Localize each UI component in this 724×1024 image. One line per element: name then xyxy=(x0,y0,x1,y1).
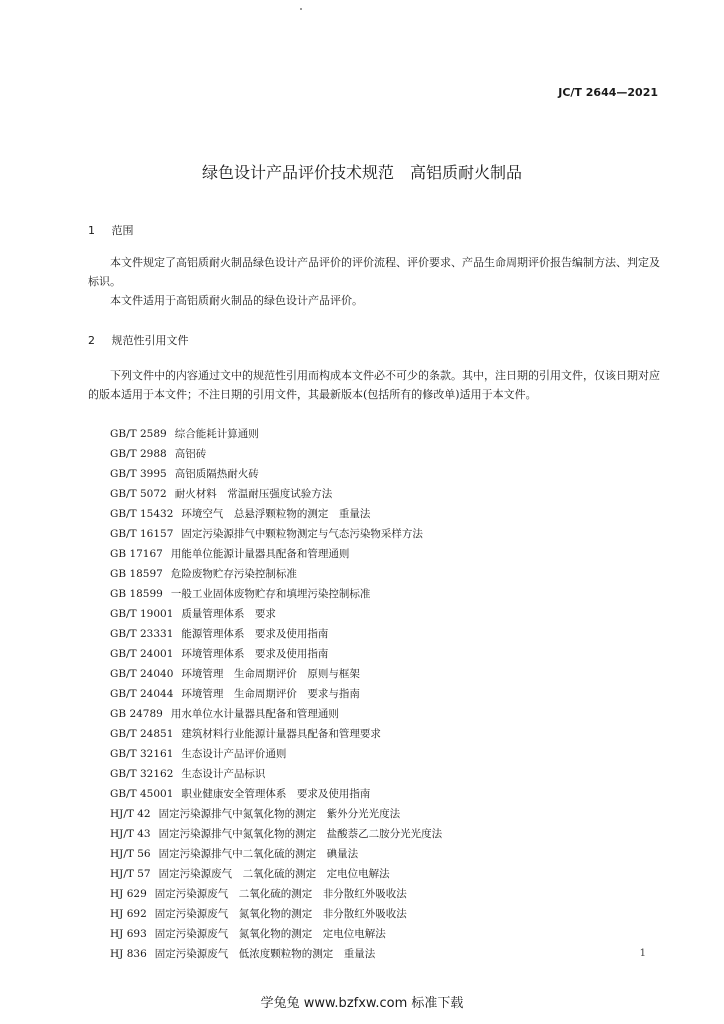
document-title: 绿色设计产品评价技术规范 高铝质耐火制品 xyxy=(201,163,522,182)
standard-code: JC/T 2644—2021 xyxy=(558,86,658,99)
reference-code: GB/T 2988 xyxy=(110,448,167,460)
reference-item xyxy=(110,844,442,864)
reference-code: HJ 836 xyxy=(110,948,147,960)
reference-title: 固定污染源废气 低浓度颗粒物的测定 重量法 xyxy=(154,948,376,960)
reference-code: HJ 692 xyxy=(110,908,147,920)
reference-title: 环境空气 总悬浮颗粒物的测定 重量法 xyxy=(181,508,371,520)
reference-code: HJ 629 xyxy=(110,888,147,900)
reference-title: 环境管理 生命周期评价 原则与框架 xyxy=(181,668,360,680)
paragraph: 本文件适用于高铝质耐火制品的绿色设计产品评价。 xyxy=(110,294,363,307)
reference-title: 用水单位水计量器具配备和管理通则 xyxy=(170,708,339,720)
reference-title: 职业健康安全管理体系 要求及使用指南 xyxy=(181,788,371,800)
reference-title: 综合能耗计算通则 xyxy=(174,428,259,440)
reference-item xyxy=(110,524,442,544)
page-number: 1 xyxy=(639,948,646,959)
reference-item xyxy=(110,544,442,564)
section-heading-scope xyxy=(88,222,134,238)
reference-title: 一般工业固体废物贮存和填埋污染控制标准 xyxy=(170,588,371,600)
reference-code: GB/T 24851 xyxy=(110,728,174,740)
reference-item xyxy=(110,704,442,724)
reference-code: GB/T 5072 xyxy=(110,488,167,500)
reference-title: 固定污染源排气中颗粒物测定与气态污染物采样方法 xyxy=(181,528,423,540)
reference-item xyxy=(110,764,442,784)
reference-item xyxy=(110,604,442,624)
reference-item xyxy=(110,644,442,664)
reference-title: 环境管理体系 要求及使用指南 xyxy=(181,648,329,660)
reference-item xyxy=(110,884,442,904)
reference-item xyxy=(110,944,442,964)
reference-title: 生态设计产品标识 xyxy=(181,768,266,780)
reference-title: 生态设计产品评价通则 xyxy=(181,748,287,760)
paragraph: 下列文件中的内容通过文中的规范性引用而构成本文件必不可少的条款。其中，注日期的引用文件，仅该日期对应的版本适用于本文件；不注日期的引用文件，其最新版本(包括所有的修改单)适用于本文件。 xyxy=(88,369,660,401)
reference-title: 固定污染源废气 氮氧化物的测定 定电位电解法 xyxy=(154,928,386,940)
reference-item xyxy=(110,624,442,644)
reference-code: GB/T 24001 xyxy=(110,648,174,660)
reference-code: GB/T 2589 xyxy=(110,428,167,440)
reference-code: GB/T 45001 xyxy=(110,788,174,800)
reference-title: 高铝质隔热耐火砖 xyxy=(174,468,259,480)
reference-code: GB/T 3995 xyxy=(110,468,167,480)
reference-code: HJ/T 57 xyxy=(110,868,151,880)
scan-dot xyxy=(300,8,302,10)
section-title: 范围 xyxy=(111,224,134,237)
reference-title: 能源管理体系 要求及使用指南 xyxy=(181,628,329,640)
section-title: 规范性引用文件 xyxy=(111,334,189,347)
reference-code: GB/T 23331 xyxy=(110,628,174,640)
reference-title: 固定污染源排气中氮氧化物的测定 紫外分光光度法 xyxy=(158,808,401,820)
reference-code: GB/T 19001 xyxy=(110,608,174,620)
reference-code: HJ/T 42 xyxy=(110,808,151,820)
reference-title: 危险废物贮存污染控制标准 xyxy=(170,568,297,580)
reference-item xyxy=(110,444,442,464)
section-number: 2 xyxy=(88,334,95,347)
reference-code: GB/T 24044 xyxy=(110,688,174,700)
reference-list xyxy=(110,424,442,964)
reference-code: GB 18599 xyxy=(110,588,163,600)
reference-item xyxy=(110,744,442,764)
reference-item xyxy=(110,584,442,604)
reference-item xyxy=(110,464,442,484)
reference-item xyxy=(110,864,442,884)
reference-title: 固定污染源排气中氮氧化物的测定 盐酸萘乙二胺分光光度法 xyxy=(158,828,443,840)
section-number: 1 xyxy=(88,224,95,237)
reference-item xyxy=(110,904,442,924)
section-heading-normative-references xyxy=(88,332,189,348)
reference-item xyxy=(110,484,442,504)
reference-code: GB 24789 xyxy=(110,708,163,720)
reference-item xyxy=(110,664,442,684)
reference-title: 质量管理体系 要求 xyxy=(181,608,276,620)
reference-code: HJ 693 xyxy=(110,928,147,940)
reference-item xyxy=(110,724,442,744)
reference-title: 固定污染源废气 氮氧化物的测定 非分散红外吸收法 xyxy=(154,908,407,920)
reference-title: 固定污染源废气 二氧化硫的测定 非分散红外吸收法 xyxy=(154,888,407,900)
reference-title: 固定污染源废气 二氧化硫的测定 定电位电解法 xyxy=(158,868,390,880)
paragraph: 本文件规定了高铝质耐火制品绿色设计产品评价的评价流程、评价要求、产品生命周期评价报告编制方法、判定及标识。 xyxy=(88,256,660,288)
reference-code: GB/T 32161 xyxy=(110,748,174,760)
reference-item xyxy=(110,504,442,524)
reference-code: GB 17167 xyxy=(110,548,163,560)
reference-item xyxy=(110,684,442,704)
reference-title: 用能单位能源计量器具配备和管理通则 xyxy=(170,548,350,560)
reference-title: 建筑材料行业能源计量器具配备和管理要求 xyxy=(181,728,381,740)
reference-title: 高铝砖 xyxy=(174,448,207,460)
reference-item xyxy=(110,824,442,844)
reference-item xyxy=(110,804,442,824)
footer-watermark[interactable]: 学兔兔 www.bzfxw.com 标准下载 xyxy=(260,996,464,1011)
reference-item xyxy=(110,564,442,584)
reference-code: GB/T 15432 xyxy=(110,508,174,520)
reference-item xyxy=(110,784,442,804)
reference-code: HJ/T 56 xyxy=(110,848,151,860)
reference-item xyxy=(110,924,442,944)
reference-code: GB/T 24040 xyxy=(110,668,174,680)
reference-title: 固定污染源排气中二氧化硫的测定 碘量法 xyxy=(158,848,359,860)
reference-code: HJ/T 43 xyxy=(110,828,151,840)
reference-code: GB/T 32162 xyxy=(110,768,174,780)
reference-item xyxy=(110,424,442,444)
reference-code: GB/T 16157 xyxy=(110,528,174,540)
reference-title: 环境管理 生命周期评价 要求与指南 xyxy=(181,688,360,700)
reference-title: 耐火材料 常温耐压强度试验方法 xyxy=(174,488,333,500)
reference-code: GB 18597 xyxy=(110,568,163,580)
